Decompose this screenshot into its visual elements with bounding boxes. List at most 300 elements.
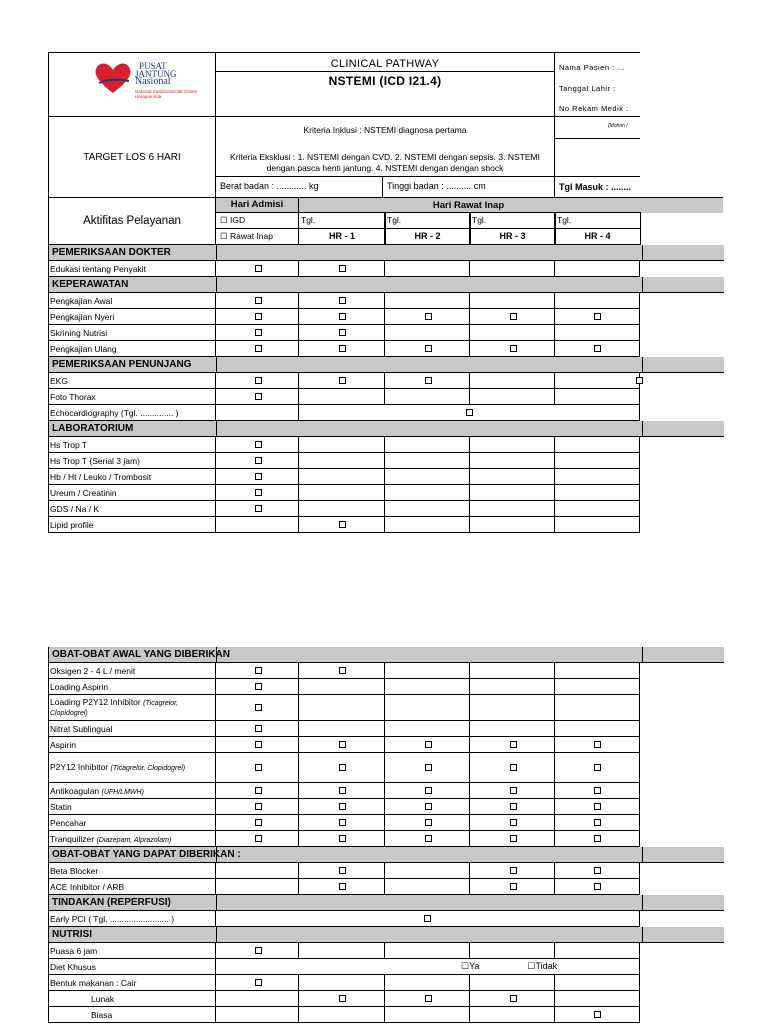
target-los-cell	[48, 116, 216, 198]
row-label-italic: (UFH/LMWH)	[101, 788, 144, 796]
row-label-text: Pengkajian Nyeri	[50, 311, 115, 322]
checkbox[interactable]	[255, 473, 262, 480]
berat-badan-cell	[215, 176, 383, 198]
row-label-text: ACE Inhibitor / ARB	[50, 881, 125, 892]
table-row	[48, 405, 640, 421]
row-label	[48, 721, 216, 737]
no-rekam-medik-field[interactable]: No Rekam Medik :	[559, 104, 629, 113]
checkbox[interactable]	[425, 764, 432, 771]
check-cell	[384, 975, 471, 991]
check-cell	[384, 517, 471, 533]
check-cell	[384, 469, 471, 485]
row-label	[48, 737, 216, 753]
row-label	[48, 799, 216, 815]
row-label-text: Edukasi tentang Penyakit	[50, 263, 146, 274]
tgl-cell[interactable]: Tgl.	[554, 212, 641, 229]
berat-badan-field[interactable]: Berat badan : ............ kg	[220, 181, 319, 192]
table-row	[48, 663, 640, 679]
igd-cell[interactable]	[215, 212, 299, 229]
checkbox[interactable]	[594, 764, 601, 771]
checkbox[interactable]	[425, 787, 432, 794]
check-cell	[215, 975, 300, 991]
row-label-text: Oksigen 2 - 4 L / menit	[50, 665, 136, 676]
row-label	[48, 975, 216, 991]
checkbox[interactable]	[255, 489, 262, 496]
checkbox[interactable]	[255, 819, 262, 826]
section-header	[48, 357, 724, 373]
checkbox[interactable]	[510, 803, 517, 810]
checkbox[interactable]	[339, 787, 346, 794]
section-divider	[216, 421, 643, 436]
check-cell	[554, 737, 640, 753]
section-header	[48, 847, 724, 863]
logo-line1: PUSAT	[139, 61, 167, 71]
checkbox[interactable]	[339, 265, 346, 272]
check-cell	[215, 341, 300, 357]
row-label	[48, 469, 216, 485]
table-row	[48, 1007, 640, 1023]
checkbox[interactable]	[255, 979, 262, 986]
heart-logo-icon	[93, 61, 133, 95]
kriteria-cell	[215, 116, 555, 177]
row-label-text: Aspirin	[50, 739, 76, 750]
tgl-cell[interactable]: Tgl.	[469, 212, 556, 229]
check-cell	[469, 679, 556, 695]
diet-ya-option[interactable]: ☐Ya	[461, 961, 480, 971]
check-cell	[384, 815, 471, 831]
checkbox[interactable]	[510, 995, 517, 1002]
row-label	[48, 911, 216, 927]
checkbox[interactable]	[594, 313, 601, 320]
checkbox[interactable]	[255, 393, 262, 400]
checkbox[interactable]	[594, 1011, 601, 1018]
row-label-text: Early PCI ( Tgl. ......................... )	[50, 913, 175, 924]
aktifitas-cell	[48, 197, 216, 245]
check-cell	[215, 325, 300, 341]
checkbox[interactable]	[594, 741, 601, 748]
tinggi-badan-cell	[382, 176, 555, 198]
row-label-text: Statin	[50, 801, 72, 812]
checkbox[interactable]	[425, 819, 432, 826]
check-cell	[298, 879, 386, 895]
checkbox[interactable]	[339, 819, 346, 826]
checkbox[interactable]	[424, 915, 431, 922]
table-row	[48, 389, 640, 405]
hr-label-cell: HR - 3	[469, 228, 556, 245]
checkbox[interactable]	[255, 667, 262, 674]
check-cell	[554, 679, 640, 695]
section-title: LABORATORIUM	[52, 423, 134, 434]
check-cell	[384, 325, 471, 341]
nama-pasien-field[interactable]: Nama Pasien : ...	[559, 63, 626, 72]
title-line1: CLINICAL PATHWAY	[330, 58, 440, 70]
row-label	[48, 501, 216, 517]
check-cell	[384, 783, 471, 799]
check-cell	[469, 863, 556, 879]
table-row	[48, 753, 640, 783]
check-cell	[554, 469, 640, 485]
row-label-text: EKG	[50, 375, 68, 386]
tanggal-lahir-field[interactable]: Tanggal Lahir :	[559, 84, 616, 93]
checkbox[interactable]	[255, 505, 262, 512]
check-cell	[298, 341, 386, 357]
check-cell	[298, 485, 386, 501]
check-cell	[298, 389, 386, 405]
hr-label-cell: HR - 4	[554, 228, 641, 245]
checkbox[interactable]	[339, 867, 346, 874]
checkbox[interactable]	[466, 409, 473, 416]
checkbox[interactable]	[255, 297, 262, 304]
checkbox[interactable]	[255, 457, 262, 464]
check-cell	[215, 737, 300, 753]
check-cell	[298, 309, 386, 325]
check-cell	[469, 485, 556, 501]
check-cell	[215, 293, 300, 309]
tinggi-badan-field[interactable]: Tinggi badan : .......... cm	[387, 181, 486, 192]
check-cell	[215, 485, 300, 501]
checkbox[interactable]	[594, 345, 601, 352]
row-label	[48, 309, 216, 325]
checkbox[interactable]	[339, 521, 346, 528]
section-divider	[216, 895, 643, 910]
checkbox[interactable]	[339, 329, 346, 336]
check-cell	[554, 517, 640, 533]
check-cell	[215, 437, 300, 453]
check-cell	[384, 753, 471, 783]
checkbox[interactable]	[510, 835, 517, 842]
check-cell	[298, 991, 386, 1007]
checkbox[interactable]	[510, 867, 517, 874]
table-row	[48, 991, 640, 1007]
checkbox[interactable]	[510, 787, 517, 794]
check-cell	[554, 721, 640, 737]
checkbox[interactable]	[339, 297, 346, 304]
tgl-cell[interactable]: Tgl.	[384, 212, 471, 229]
logo-cell	[48, 52, 216, 117]
checkbox[interactable]	[594, 819, 601, 826]
checkbox[interactable]	[425, 835, 432, 842]
checkbox[interactable]	[594, 835, 601, 842]
check-cell	[554, 341, 640, 357]
checkbox[interactable]	[255, 704, 262, 711]
checkbox[interactable]	[255, 835, 262, 842]
table-row	[48, 879, 640, 895]
merged-cell	[298, 405, 640, 421]
check-cell	[469, 975, 556, 991]
row-label-text: Antikoagulan (UFH/LMWH)	[50, 785, 144, 796]
check-cell	[298, 517, 386, 533]
hr-label-cell: HR - 1	[298, 228, 386, 245]
check-cell	[384, 261, 471, 277]
table-row	[48, 469, 640, 485]
check-cell	[469, 943, 556, 959]
checkbox[interactable]	[510, 819, 517, 826]
row-label	[48, 991, 216, 1007]
check-cell	[384, 831, 471, 847]
row-label-text: Beta Blocker	[50, 865, 99, 876]
table-row	[48, 863, 640, 879]
check-cell	[469, 753, 556, 783]
checkbox[interactable]	[255, 329, 262, 336]
check-cell	[384, 1007, 471, 1023]
row-label-text: Bentuk makanan : Cair	[50, 977, 137, 988]
check-cell	[384, 679, 471, 695]
checkbox[interactable]	[255, 725, 262, 732]
check-cell	[469, 695, 556, 721]
checkbox[interactable]	[255, 683, 262, 690]
check-cell	[298, 943, 386, 959]
row-label-text: Hb / Ht / Leuko / Trombosit	[50, 471, 152, 482]
row-label-italic: (Diazepam, Alprazolam)	[96, 836, 172, 844]
tgl-masuk-field[interactable]: Tgl Masuk : ........	[559, 182, 632, 192]
checkbox[interactable]	[636, 377, 643, 384]
checkbox[interactable]	[510, 741, 517, 748]
checkbox[interactable]	[425, 377, 432, 384]
checkbox[interactable]	[510, 313, 517, 320]
row-label	[48, 663, 216, 679]
rawat-inap-cell[interactable]	[215, 228, 299, 245]
checkbox[interactable]	[255, 741, 262, 748]
section-divider	[216, 277, 643, 292]
check-cell	[554, 309, 640, 325]
check-cell	[384, 485, 471, 501]
check-cell	[469, 721, 556, 737]
row-label	[48, 405, 216, 421]
row-label-text: Lunak	[91, 993, 115, 1004]
checkbox[interactable]	[510, 764, 517, 771]
check-cell	[554, 663, 640, 679]
check-cell	[384, 991, 471, 1007]
check-cell	[554, 501, 640, 517]
section-title: PEMERIKSAAN PENUNJANG	[52, 359, 192, 370]
row-label	[48, 389, 216, 405]
check-cell	[215, 517, 300, 533]
check-cell	[215, 1007, 300, 1023]
check-cell	[298, 293, 386, 309]
checkbox[interactable]	[255, 441, 262, 448]
hari-rawat-inap-cell	[298, 197, 723, 213]
checkbox[interactable]	[255, 764, 262, 771]
logo-line2: JANTUNG	[135, 69, 177, 79]
section-divider	[216, 847, 643, 862]
table-row	[48, 293, 640, 309]
checkbox[interactable]	[510, 345, 517, 352]
check-cell	[215, 373, 300, 389]
checkbox[interactable]	[255, 313, 262, 320]
check-cell	[215, 943, 300, 959]
merged-cell	[215, 911, 640, 927]
row-label	[48, 831, 216, 847]
checkbox[interactable]	[594, 883, 601, 890]
check-cell	[215, 991, 300, 1007]
check-cell	[384, 389, 471, 405]
check-cell	[554, 373, 640, 389]
check-cell	[554, 815, 640, 831]
igd-option[interactable]: ☐ IGD	[220, 214, 246, 225]
row-label	[48, 753, 216, 783]
check-cell	[215, 721, 300, 737]
check-cell	[469, 437, 556, 453]
checkbox[interactable]	[510, 883, 517, 890]
section-title: KEPERAWATAN	[52, 279, 129, 290]
section-divider	[216, 647, 643, 662]
table-row	[48, 959, 640, 975]
section-title: NUTRISI	[52, 929, 92, 940]
diet-tidak-option[interactable]: ☐Tidak	[527, 961, 558, 971]
check-cell	[469, 501, 556, 517]
table-row	[48, 325, 640, 341]
check-cell	[298, 469, 386, 485]
table-row	[48, 341, 640, 357]
row-label-italic: (Ticagrelor, Clopidogrel)	[50, 699, 179, 717]
kriteria-inklusi: Kriteria Inklusi : NSTEMI diagnosa pertama	[303, 125, 467, 135]
checkbox[interactable]	[339, 764, 346, 771]
row-label	[48, 293, 216, 309]
checkbox[interactable]	[339, 883, 346, 890]
check-cell	[554, 293, 640, 309]
check-cell	[384, 293, 471, 309]
checkbox[interactable]	[255, 345, 262, 352]
checkbox[interactable]	[255, 787, 262, 794]
check-cell	[469, 991, 556, 1007]
check-cell	[554, 437, 640, 453]
check-cell	[298, 453, 386, 469]
check-cell	[469, 737, 556, 753]
checkbox[interactable]	[339, 345, 346, 352]
check-cell	[298, 799, 386, 815]
table-row	[48, 943, 640, 959]
table-row	[48, 695, 640, 721]
row-label	[48, 261, 216, 277]
checkbox[interactable]	[339, 803, 346, 810]
row-label	[48, 943, 216, 959]
row-label	[48, 517, 216, 533]
row-label-text: Hs Trop T (Serial 3 jam)	[50, 455, 140, 466]
checkbox[interactable]	[255, 947, 262, 954]
table-row	[48, 679, 640, 695]
check-cell	[298, 863, 386, 879]
checkbox[interactable]	[425, 741, 432, 748]
check-cell	[554, 863, 640, 879]
row-label	[48, 815, 216, 831]
check-cell	[469, 815, 556, 831]
check-cell	[298, 373, 386, 389]
table-row	[48, 783, 640, 799]
checkbox[interactable]	[425, 803, 432, 810]
checkbox[interactable]	[339, 667, 346, 674]
check-cell	[469, 293, 556, 309]
check-cell	[554, 879, 640, 895]
section-title: PEMERIKSAAN DOKTER	[52, 247, 171, 258]
check-cell	[554, 831, 640, 847]
check-cell	[384, 453, 471, 469]
row-label-text: Pengkajian Ulang	[50, 343, 117, 354]
check-cell	[554, 975, 640, 991]
check-cell	[215, 815, 300, 831]
check-cell	[298, 501, 386, 517]
checkbox[interactable]	[425, 313, 432, 320]
check-cell	[469, 325, 556, 341]
row-label	[48, 453, 216, 469]
tgl-cell[interactable]: Tgl.	[298, 212, 386, 229]
row-label-text: Echocardiography (Tgl. .............. )	[50, 407, 179, 418]
check-cell	[215, 863, 300, 879]
section-title: OBAT-OBAT YANG DAPAT DIBERIKAN :	[52, 849, 241, 860]
check-cell	[554, 389, 640, 405]
row-label	[48, 679, 216, 695]
check-cell	[215, 799, 300, 815]
checkbox[interactable]	[339, 995, 346, 1002]
checkbox[interactable]	[339, 835, 346, 842]
checkbox[interactable]	[339, 377, 346, 384]
section-divider	[216, 245, 643, 260]
checkbox[interactable]	[339, 313, 346, 320]
check-cell	[554, 1007, 640, 1023]
check-cell	[384, 663, 471, 679]
table-row	[48, 517, 640, 533]
checkbox[interactable]	[594, 803, 601, 810]
checkbox[interactable]	[255, 265, 262, 272]
hari-rawat-inap-label: Hari Rawat Inap	[432, 200, 505, 211]
logo-line3: Nasional	[135, 76, 171, 87]
checkbox[interactable]	[339, 741, 346, 748]
check-cell	[384, 341, 471, 357]
check-cell	[554, 991, 640, 1007]
row-label-text: Diet Khusus	[50, 961, 96, 972]
checkbox[interactable]	[255, 377, 262, 384]
table-row	[48, 453, 640, 469]
check-cell	[298, 679, 386, 695]
row-label-text: GDS / Na / K	[50, 503, 100, 514]
table-row	[48, 721, 640, 737]
check-cell	[384, 373, 471, 389]
checkbox[interactable]	[594, 867, 601, 874]
checkbox[interactable]	[255, 803, 262, 810]
check-cell	[554, 325, 640, 341]
row-label-text: Skrining Nutrisi	[50, 327, 108, 338]
logo-sub1: National Cardiovascular Center	[135, 89, 198, 94]
check-cell	[298, 783, 386, 799]
check-cell	[298, 695, 386, 721]
section-header	[48, 927, 724, 943]
kriteria-eksklusi: Kriteria Eksklusi : 1. NSTEMI dengan CVD. 2. NSTEMI dengan sepsis. 3. NSTEMI dengan pasca henti jantung. 4. NSTEMI dengan dengan shock	[230, 152, 540, 173]
check-cell	[215, 753, 300, 783]
checkbox[interactable]	[425, 345, 432, 352]
section-header	[48, 895, 724, 911]
section-title: TINDAKAN (REPERFUSI)	[52, 897, 171, 908]
row-label-text: Pencahar	[50, 817, 87, 828]
check-cell	[215, 309, 300, 325]
patient-info	[554, 52, 640, 117]
check-cell	[384, 437, 471, 453]
checkbox[interactable]	[594, 787, 601, 794]
check-cell	[215, 405, 299, 421]
check-cell	[215, 469, 300, 485]
section-header	[48, 245, 724, 261]
check-cell	[469, 663, 556, 679]
check-cell	[384, 737, 471, 753]
table-row	[48, 501, 640, 517]
check-cell	[554, 485, 640, 501]
row-label	[48, 437, 216, 453]
target-los: TARGET LOS 6 HARI	[83, 151, 181, 163]
rawat-inap-option[interactable]: ☐ Rawat Inap	[220, 230, 273, 241]
checkbox[interactable]	[425, 995, 432, 1002]
check-cell	[215, 389, 300, 405]
check-cell	[554, 799, 640, 815]
check-cell	[215, 879, 300, 895]
row-label	[48, 485, 216, 501]
